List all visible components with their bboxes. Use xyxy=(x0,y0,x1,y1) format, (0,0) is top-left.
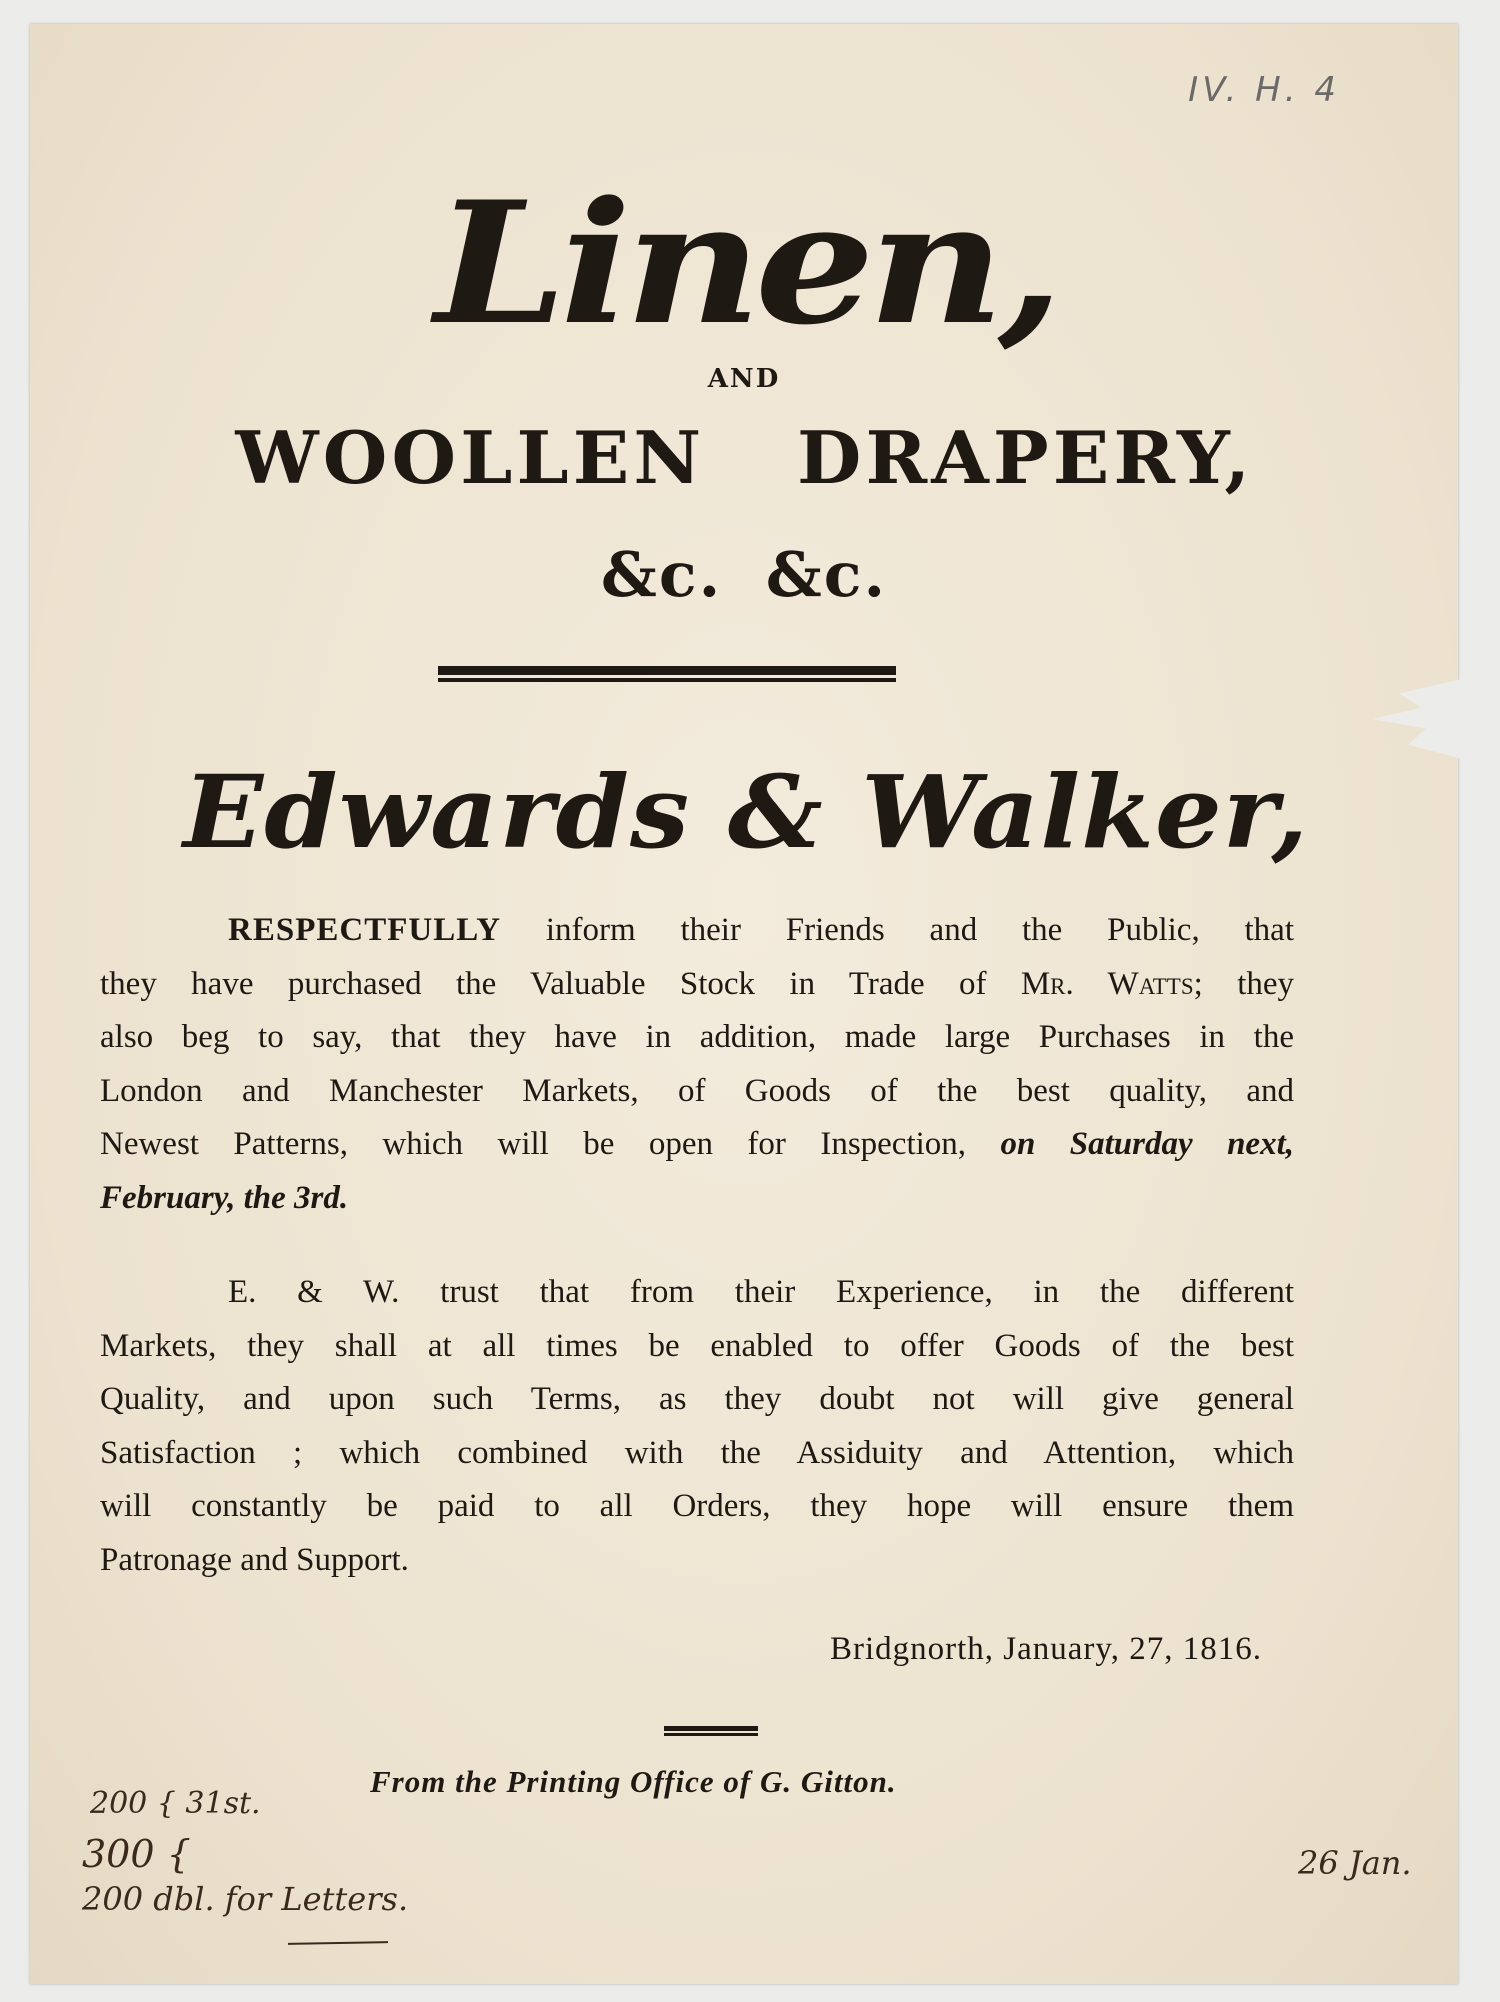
firm-name: Edwards & Walker, xyxy=(183,753,1310,871)
printer-imprint: From the Printing Office of G. Gitton. xyxy=(370,1764,897,1799)
poster-sheet xyxy=(30,24,1458,1984)
etc-line: &c. &c. xyxy=(600,538,888,611)
archive-mark: IV. H. 4 xyxy=(1188,70,1340,110)
text-line: Satisfaction ; which combined with the Assiduity and Attention, which xyxy=(100,1434,1294,1471)
text-line: they have purchased the Valuable Stock in Trade of Mr. Watts; they xyxy=(100,965,1295,1002)
torn-edge xyxy=(1372,679,1462,759)
handwritten-note-line1: 200 { 31st. xyxy=(90,1786,261,1821)
handwritten-date: 26 Jan. xyxy=(1298,1844,1412,1882)
text-line: Patronage and Support. xyxy=(100,1541,409,1578)
paragraph-assurance xyxy=(100,1266,1294,1587)
dateline: Bridgnorth, January, 27, 1816. xyxy=(829,1631,1262,1667)
short-rule xyxy=(664,1726,758,1736)
text-line: London and Manchester Markets, of Goods of the best quality, and xyxy=(100,1072,1294,1109)
paragraph-announcement xyxy=(100,904,1294,1225)
handwritten-note-line3: 200 dbl. for Letters. xyxy=(82,1880,409,1918)
text-line: also beg to say, that they have in addition, made large Purchases in the xyxy=(100,1019,1294,1055)
poster-title: Linen, xyxy=(434,164,1057,362)
text-line: Quality, and upon such Terms, as they doubt not will give general xyxy=(100,1381,1294,1417)
handwritten-note-line2: 300 { xyxy=(82,1832,191,1876)
conjunction: AND xyxy=(707,364,781,394)
text-line: Newest Patterns, which will be open for Inspection, on Saturday next, xyxy=(100,1126,1294,1162)
handwritten-underline xyxy=(288,1941,388,1945)
text-line: Markets, they shall at all times be enabled to offer Goods of the best xyxy=(100,1327,1294,1364)
text-line: February, the 3rd. xyxy=(100,1179,349,1216)
double-rule xyxy=(438,666,896,682)
text-line: will constantly be paid to all Orders, they hope will ensure them xyxy=(100,1488,1294,1524)
text-line: E. & W. trust that from their Experience, in the different xyxy=(228,1274,1294,1310)
text-line: RESPECTFULLY inform their Friends and the Public, that xyxy=(228,912,1294,948)
poster-subtitle: WOOLLEN DRAPERY, xyxy=(235,415,1255,500)
